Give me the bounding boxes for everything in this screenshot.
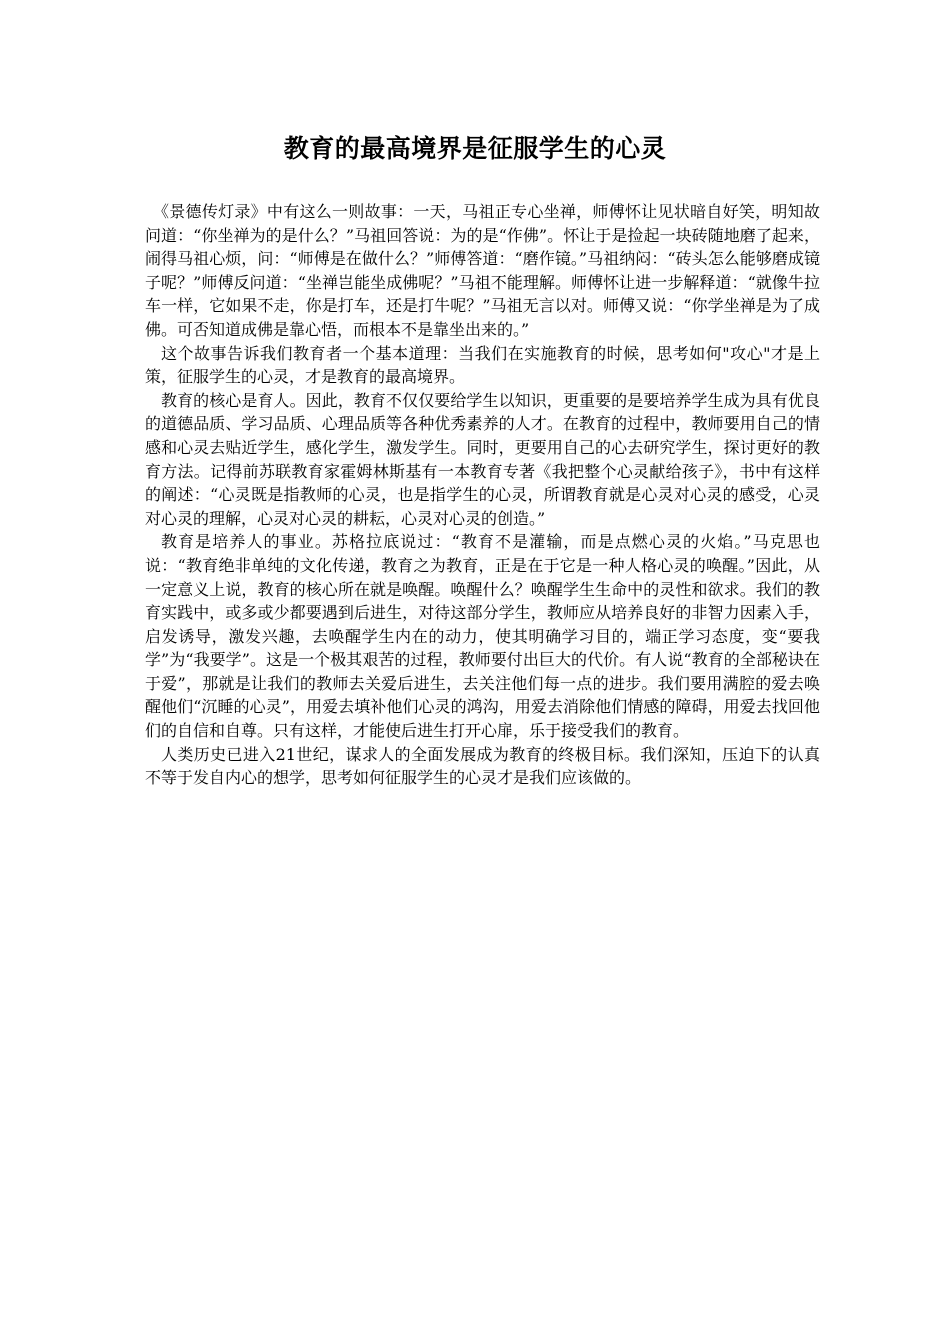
paragraph-core-of-education: 教育的核心是育人。因此，教育不仅仅要给学生以知识，更重要的是要培养学生成为具有优良的道德品质、学习品质、心理品质等各种优秀素养的人才。在教育的过程中，教师要用自己的情感和心灵去贴近学生，感化学生，激发学生。同时，更要用自己的心去研究学生，探讨更好的教育方法。记得前苏联教育家霍姆林斯基有一本教育专著《我把整个心灵献给孩子》，书中有这样的阐述：“心灵既是指教师的心灵，也是指学生的心灵，所谓教育就是心灵对心灵的感受，心灵对心灵的理解，心灵对心灵的耕耘，心灵对心灵的创造。” bbox=[145, 390, 820, 528]
paragraph-lesson: 这个故事告诉我们教育者一个基本道理：当我们在实施教育的时候，思考如何"攻心"才是上策，征服学生的心灵，才是教育的最高境界。 bbox=[145, 343, 820, 387]
document-body bbox=[145, 200, 820, 790]
paragraph-awakening: 教育是培养人的事业。苏格拉底说过：“教育不是灌输，而是点燃心灵的火焰。”马克思也说：“教育绝非单纯的文化传递，教育之为教育，正是在于它是一种人格心灵的唤醒。”因此，从一定意义上说，教育的核心所在就是唤醒。唤醒什么？唤醒学生生命中的灵性和欲求。我们的教育实践中，或多或少都要遇到后进生，对待这部分学生，教师应从培养良好的非智力因素入手，启发诱导，激发兴趣，去唤醒学生内在的动力，使其明确学习目的，端正学习态度，变“要我学”为“我要学”。这是一个极其艰苦的过程，教师要付出巨大的代价。有人说“教育的全部秘诀在于爱”，那就是让我们的教师去关爱后进生，去关注他们每一点的进步。我们要用满腔的爱去唤醒他们“沉睡的心灵”，用爱去填补他们心灵的鸿沟，用爱去消除他们情感的障碍，用爱去找回他们的自信和自尊。只有这样，才能使后进生打开心扉，乐于接受我们的教育。 bbox=[145, 532, 820, 741]
paragraph-story: 《景德传灯录》中有这么一则故事：一天，马祖正专心坐禅，师傅怀让见状暗自好笑，明知故问道：“你坐禅为的是什么？”马祖回答说：为的是“作佛”。怀让于是捡起一块砖随地磨了起来，闹得马祖心烦，问：“师傅是在做什么？”师傅答道：“磨作镜。”马祖纳闷：“砖头怎么能够磨成镜子呢？”师傅反问道：“坐禅岂能坐成佛呢？”马祖不能理解。师傅怀让进一步解释道：“就像牛拉车一样，它如果不走，你是打车，还是打牛呢？”马祖无言以对。师傅又说：“你学坐禅是为了成佛。可否知道成佛是靠心悟，而根本不是靠坐出来的。” bbox=[145, 202, 820, 339]
document-title: 教育的最高境界是征服学生的心灵 bbox=[283, 134, 667, 163]
paragraph-conclusion: 人类历史已进入21世纪，谋求人的全面发展成为教育的终极目标。我们深知，压迫下的认真不等于发自内心的想学，思考如何征服学生的心灵才是我们应该做的。 bbox=[145, 744, 820, 788]
